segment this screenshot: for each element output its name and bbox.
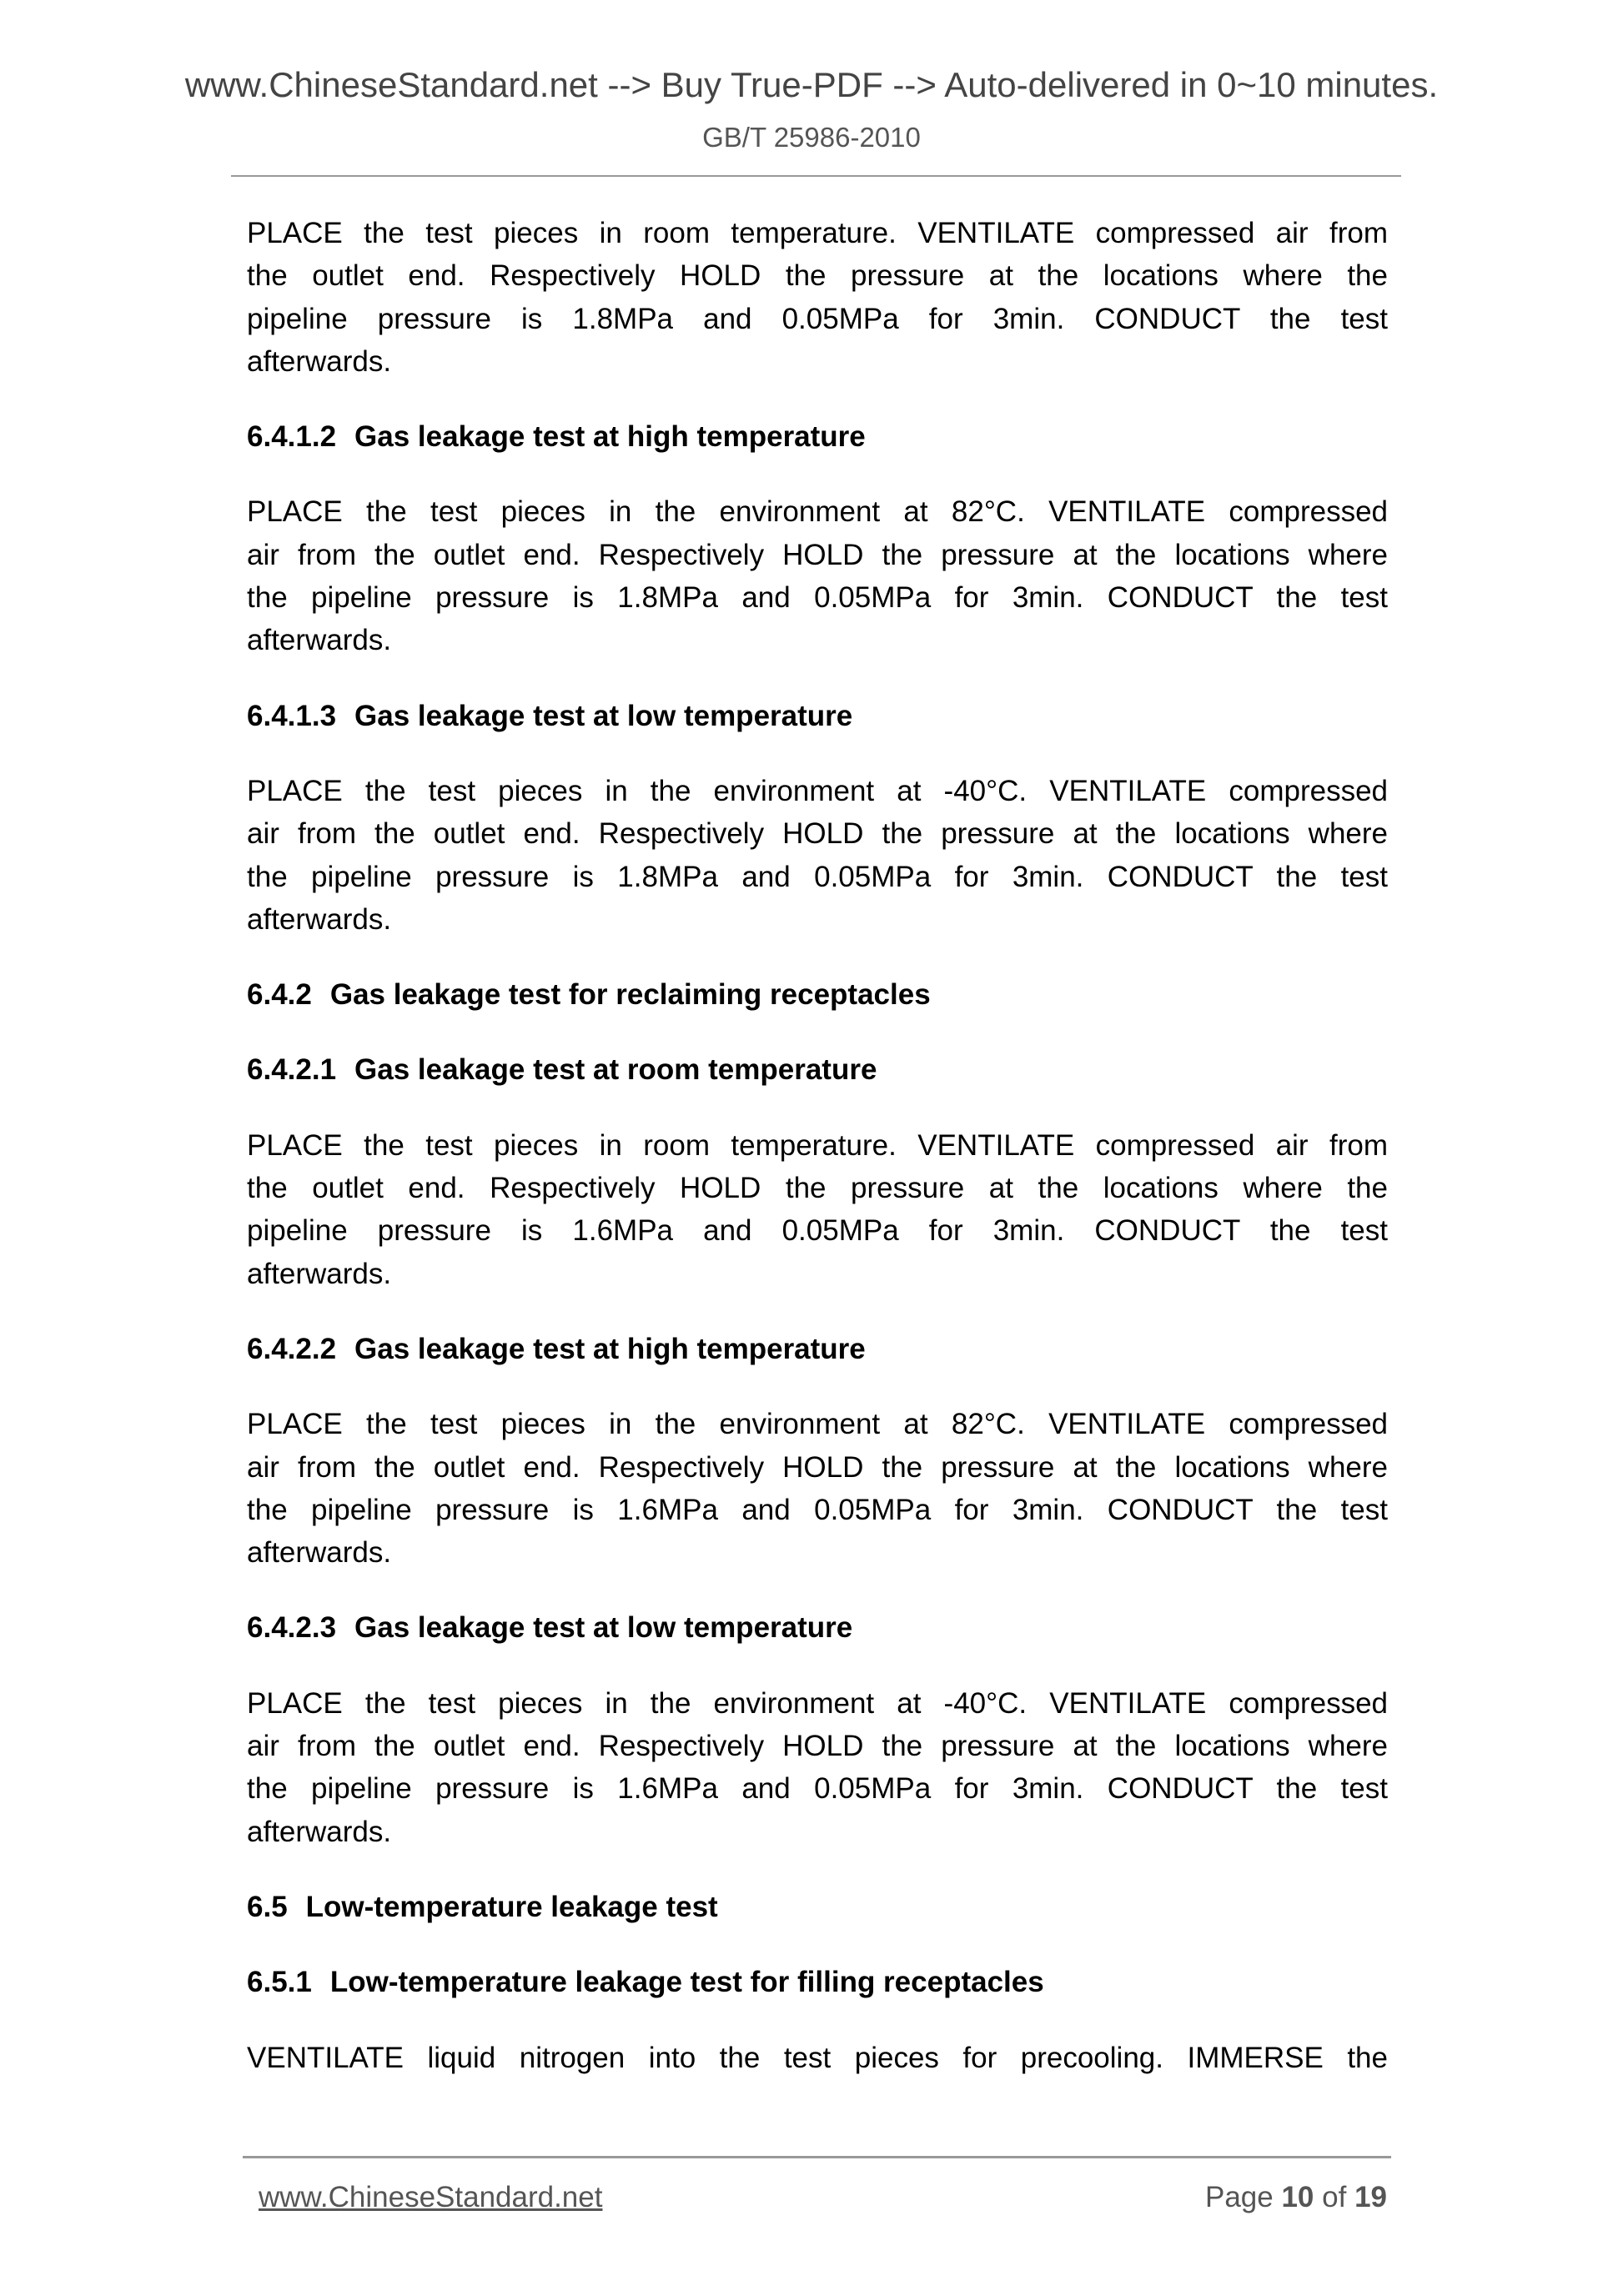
footer-divider bbox=[243, 2156, 1391, 2158]
paragraph bbox=[247, 490, 1388, 661]
paragraph-line: afterwards. bbox=[247, 624, 392, 657]
section-heading bbox=[247, 1961, 1388, 2003]
section-title: Low-temperature leakage test bbox=[305, 1890, 718, 1923]
section-number: 6.4.2 bbox=[247, 978, 312, 1012]
paragraph-line: air from the outlet end. Respectively HOLD the pressure at the locations where bbox=[247, 1730, 1388, 1763]
paragraph-line: the pipeline pressure is 1.8MPa and 0.05MPa for 3min. CONDUCT the test bbox=[247, 860, 1388, 893]
paragraph-line: pipeline pressure is 1.8MPa and 0.05MPa for 3min. CONDUCT the test bbox=[247, 302, 1388, 335]
paragraph bbox=[247, 212, 1388, 383]
paragraph-line: PLACE the test pieces in the environment at 82°C. VENTILATE compressed bbox=[247, 1408, 1388, 1441]
paragraph-line: PLACE the test pieces in room temperature. VENTILATE compressed air from bbox=[247, 1128, 1388, 1162]
paragraph-line: PLACE the test pieces in the environment at -40°C. VENTILATE compressed bbox=[247, 774, 1388, 807]
paragraph-line: the pipeline pressure is 1.8MPa and 0.05MPa for 3min. CONDUCT the test bbox=[247, 581, 1388, 615]
paragraph-line: PLACE the test pieces in room temperature. VENTILATE compressed air from bbox=[247, 217, 1388, 249]
section-title: Gas leakage test for reclaiming receptacles bbox=[329, 978, 931, 1012]
section-number: 6.4.1.3 bbox=[247, 699, 337, 732]
section-title: Gas leakage test at high temperature bbox=[354, 420, 866, 454]
paragraph bbox=[247, 1124, 1388, 1295]
section-heading bbox=[247, 973, 1388, 1016]
paragraph-line: the outlet end. Respectively HOLD the pressure at the locations where the bbox=[247, 1172, 1388, 1205]
paragraph bbox=[247, 1403, 1388, 1574]
paragraph bbox=[247, 1682, 1388, 1853]
paragraph-line: air from the outlet end. Respectively HOLD the pressure at the locations where bbox=[247, 538, 1388, 571]
paragraph bbox=[247, 2037, 1388, 2079]
paragraph-line: VENTILATE liquid nitrogen into the test pieces for precooling. IMMERSE the bbox=[247, 2041, 1388, 2074]
section-number: 6.5.1 bbox=[247, 1966, 312, 1999]
section-heading bbox=[247, 415, 1388, 458]
page-current: 10 bbox=[1281, 2181, 1314, 2213]
paragraph-line: PLACE the test pieces in the environment at -40°C. VENTILATE compressed bbox=[247, 1686, 1388, 1720]
header-banner: www.ChineseStandard.net --> Buy True-PDF --> Auto-delivered in 0~10 minutes. bbox=[184, 65, 1439, 104]
section-number: 6.4.2.2 bbox=[247, 1332, 337, 1365]
paragraph-line: afterwards. bbox=[247, 1815, 392, 1848]
section-title: Gas leakage test at room temperature bbox=[354, 1053, 877, 1087]
section-number: 6.4.1.2 bbox=[247, 420, 337, 454]
section-number: 6.5 bbox=[247, 1890, 288, 1923]
document-body bbox=[247, 212, 1388, 2112]
page-indicator bbox=[1205, 2181, 1387, 2214]
section-heading bbox=[247, 695, 1388, 737]
paragraph-line: the pipeline pressure is 1.6MPa and 0.05MPa for 3min. CONDUCT the test bbox=[247, 1493, 1388, 1526]
paragraph-line: afterwards. bbox=[247, 902, 392, 936]
paragraph-line: the outlet end. Respectively HOLD the pressure at the locations where the bbox=[247, 259, 1388, 293]
page-total: 19 bbox=[1354, 2181, 1387, 2213]
section-title: Low-temperature leakage test for filling receptacles bbox=[329, 1966, 1044, 1999]
paragraph-line: PLACE the test pieces in the environment at 82°C. VENTILATE compressed bbox=[247, 495, 1388, 529]
section-number: 6.4.2.1 bbox=[247, 1053, 337, 1087]
paragraph-line: pipeline pressure is 1.6MPa and 0.05MPa for 3min. CONDUCT the test bbox=[247, 1214, 1388, 1248]
paragraph-line: afterwards. bbox=[247, 1257, 392, 1290]
section-heading bbox=[247, 1328, 1388, 1370]
section-heading bbox=[247, 1886, 1388, 1928]
section-title: Gas leakage test at low temperature bbox=[354, 699, 853, 732]
page-of: of bbox=[1322, 2181, 1347, 2213]
section-heading bbox=[247, 1048, 1388, 1091]
section-heading bbox=[247, 1606, 1388, 1649]
header-divider bbox=[231, 175, 1401, 177]
paragraph-line: air from the outlet end. Respectively HOLD the pressure at the locations where bbox=[247, 817, 1388, 851]
paragraph bbox=[247, 770, 1388, 941]
paragraph-line: air from the outlet end. Respectively HOLD the pressure at the locations where bbox=[247, 1450, 1388, 1484]
standard-number: GB/T 25986-2010 bbox=[702, 122, 921, 153]
page-prefix: Page bbox=[1204, 2181, 1274, 2213]
section-title: Gas leakage test at high temperature bbox=[354, 1332, 866, 1365]
footer-website-link[interactable]: www.ChineseStandard.net bbox=[259, 2181, 603, 2213]
paragraph-line: the pipeline pressure is 1.6MPa and 0.05MPa for 3min. CONDUCT the test bbox=[247, 1772, 1388, 1806]
section-number: 6.4.2.3 bbox=[247, 1611, 337, 1645]
paragraph-line: afterwards. bbox=[247, 344, 392, 378]
paragraph-line: afterwards. bbox=[247, 1536, 392, 1570]
section-title: Gas leakage test at low temperature bbox=[354, 1611, 853, 1645]
